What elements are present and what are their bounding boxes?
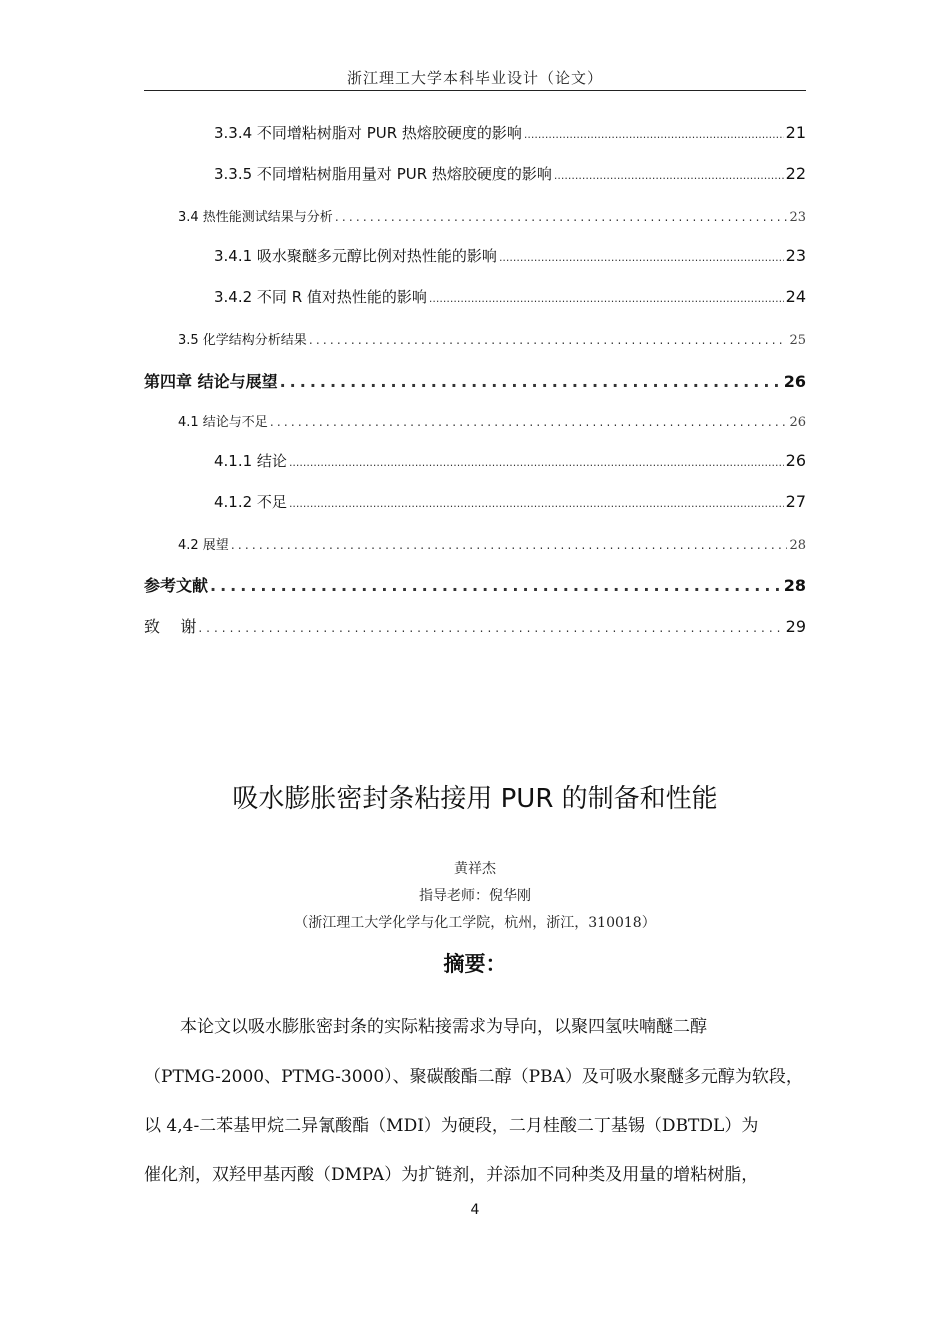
- toc-entry-label: 4.2 展望: [178, 538, 229, 553]
- toc-entry[interactable]: [214, 450, 806, 471]
- abstract-heading: 摘要：: [443, 952, 507, 976]
- toc-entry-label: 致 谢: [144, 617, 197, 636]
- toc-entry-label: 3.5 化学结构分析结果: [178, 333, 307, 348]
- toc-entry-label: 第四章 结论与展望: [144, 372, 278, 391]
- toc-entry-page: 23: [789, 210, 806, 225]
- toc-entry-page: 23: [785, 246, 806, 265]
- toc-entry[interactable]: [178, 206, 806, 225]
- advisor-line: 指导老师：倪华刚: [419, 888, 531, 904]
- page-number: 4: [470, 1202, 480, 1218]
- toc-entry[interactable]: [144, 369, 806, 392]
- toc-leader: [499, 251, 784, 264]
- author-name: 黄祥杰: [454, 861, 496, 877]
- toc-leader: [270, 415, 788, 429]
- toc-entry-page: 21: [785, 123, 806, 142]
- toc-leader: [210, 576, 782, 595]
- toc-entry-label: 4.1.2 不足: [214, 493, 287, 511]
- abstract-line: （PTMG-2000、PTMG-3000）、聚碳酸酯二醇（PBA）及可吸水聚醚多元醇为软段，: [144, 1067, 803, 1087]
- toc-entry-page: 26: [785, 451, 806, 470]
- abstract-line: 催化剂，双羟甲基丙酸（DMPA）为扩链剂，并添加不同种类及用量的增粘树脂，: [144, 1165, 759, 1185]
- toc-entry[interactable]: [144, 614, 806, 637]
- toc-entry-label: 4.1 结论与不足: [178, 415, 268, 430]
- toc-entry-page: 26: [789, 415, 806, 430]
- toc-entry-page: 26: [783, 372, 806, 391]
- toc-entry-label: 3.4.2 不同 R 值对热性能的影响: [214, 288, 427, 306]
- toc-entry-label: 3.4.1 吸水聚醚多元醇比例对热性能的影响: [214, 247, 497, 265]
- toc-entry[interactable]: [214, 245, 806, 266]
- toc-leader: [524, 128, 784, 141]
- paper-title: 吸水膨胀密封条粘接用 PUR 的制备和性能: [232, 784, 718, 814]
- toc-entry[interactable]: [214, 491, 806, 512]
- toc-entry[interactable]: [214, 286, 806, 307]
- header-title: 浙江理工大学本科毕业设计（论文）: [346, 69, 603, 87]
- toc-leader: [335, 210, 788, 224]
- toc-entry-page: 24: [785, 287, 806, 306]
- toc-entry-label: 3.3.4 不同增粘树脂对 PUR 热熔胶硬度的影响: [214, 124, 522, 142]
- toc-entry[interactable]: [178, 329, 806, 348]
- toc-leader: [429, 292, 784, 305]
- toc-entry-page: 27: [785, 492, 806, 511]
- toc-entry-label: 3.3.5 不同增粘树脂用量对 PUR 热熔胶硬度的影响: [214, 165, 552, 183]
- toc-entry[interactable]: [214, 163, 806, 184]
- toc-entry[interactable]: [214, 122, 806, 143]
- toc-leader: [289, 497, 784, 510]
- toc-leader: [309, 333, 788, 347]
- toc-leader: [289, 456, 784, 469]
- toc-entry-page: 22: [785, 164, 806, 183]
- toc-entry-page: 29: [785, 617, 806, 636]
- toc-entry-page: 28: [783, 576, 806, 595]
- toc-entry[interactable]: [178, 534, 806, 553]
- toc-leader: [554, 169, 784, 182]
- toc-entry[interactable]: [144, 573, 806, 596]
- toc-entry[interactable]: [178, 411, 806, 430]
- toc-leader: [231, 538, 788, 552]
- toc-entry-label: 参考文献: [144, 576, 209, 595]
- toc-entry-page: 25: [789, 333, 806, 348]
- abstract-line: 以 4,4-二苯基甲烷二异氰酸酯（MDI）为硬段，二月桂酸二丁基锡（DBTDL）为: [144, 1116, 759, 1136]
- toc-entry-label: 3.4 热性能测试结果与分析: [178, 210, 333, 225]
- toc-entry-label: 4.1.1 结论: [214, 452, 287, 470]
- toc-entry-page: 28: [789, 538, 806, 553]
- affiliation-line: （浙江理工大学化学与化工学院，杭州，浙江，310018）: [294, 915, 656, 931]
- toc-leader: [280, 372, 782, 391]
- abstract-line: 本论文以吸水膨胀密封条的实际粘接需求为导向，以聚四氢呋喃醚二醇: [180, 1017, 707, 1037]
- toc-leader: [198, 621, 783, 635]
- header-rule: [144, 90, 806, 91]
